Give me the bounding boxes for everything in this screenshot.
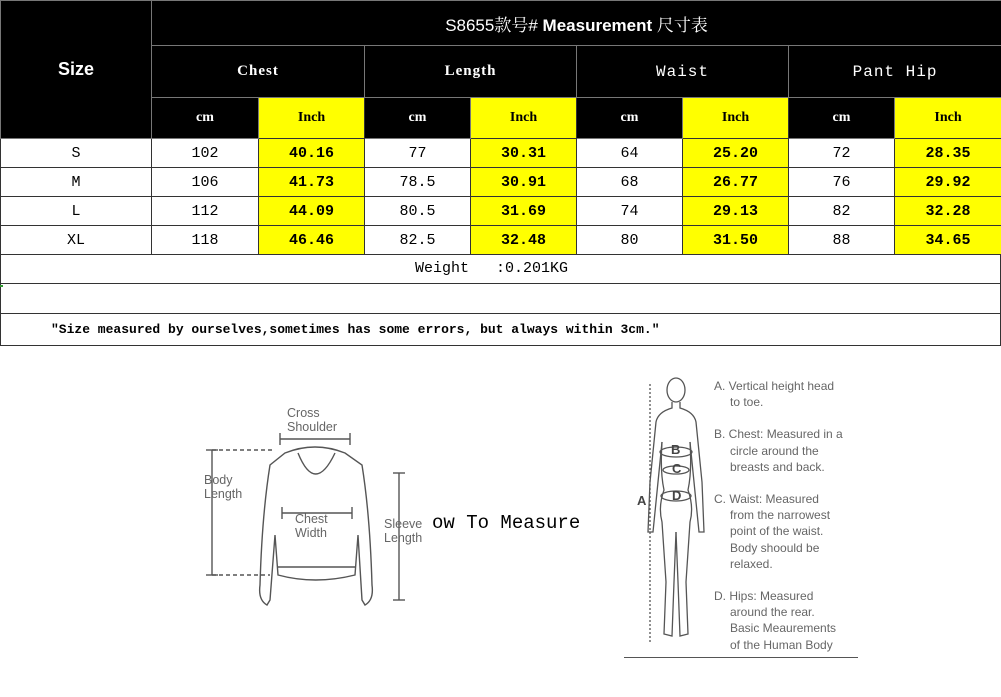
- group-length: Length: [365, 46, 577, 98]
- chest-width-label: Chest Width: [295, 512, 328, 540]
- waist-cm-cell: 64: [577, 139, 683, 168]
- chest-inch-cell: 40.16: [259, 139, 365, 168]
- group-waist: Waist: [577, 46, 789, 98]
- size-header: Size: [1, 1, 152, 139]
- unit-inch: Inch: [259, 98, 365, 139]
- marker-c: C: [672, 461, 682, 476]
- body-length-label: Body Length: [204, 473, 243, 501]
- chest-cm-cell: 112: [152, 197, 259, 226]
- weight-row: [0, 255, 1001, 284]
- waist-inch-cell: 31.50: [683, 226, 789, 255]
- hip-cm-cell: 82: [789, 197, 895, 226]
- hip-cm-cell: 76: [789, 168, 895, 197]
- chest-inch-cell: 46.46: [259, 226, 365, 255]
- length-cm-cell: 77: [365, 139, 471, 168]
- waist-inch-cell: 26.77: [683, 168, 789, 197]
- blank-row: [0, 284, 1001, 313]
- unit-cm: cm: [577, 98, 683, 139]
- waist-cm-cell: 80: [577, 226, 683, 255]
- size-chart-table: [0, 0, 1001, 255]
- unit-inch: Inch: [895, 98, 1001, 139]
- waist-cm-cell: 68: [577, 168, 683, 197]
- length-cm-cell: 82.5: [365, 226, 471, 255]
- hip-inch-cell: 34.65: [895, 226, 1001, 255]
- waist-inch-cell: 29.13: [683, 197, 789, 226]
- length-cm-cell: 80.5: [365, 197, 471, 226]
- weight-text: Weight :0.201KG: [415, 260, 569, 277]
- waist-inch-cell: 25.20: [683, 139, 789, 168]
- marker-d: D: [672, 488, 682, 503]
- marker-b: B: [671, 442, 681, 457]
- length-inch-cell: 31.69: [471, 197, 577, 226]
- note-row: [0, 313, 1001, 346]
- marker-a: A: [637, 493, 647, 508]
- hip-inch-cell: 29.92: [895, 168, 1001, 197]
- table-row: [1, 168, 1001, 197]
- chest-inch-cell: 41.73: [259, 168, 365, 197]
- hip-cm-cell: 72: [789, 139, 895, 168]
- step-d: D. Hips: Measured around the rear. Basic Meaurements of the Human Body: [714, 589, 837, 652]
- chest-inch-cell: 44.09: [259, 197, 365, 226]
- sleeve-length-label: Sleeve Length: [384, 517, 423, 545]
- step-c: C. Waist: Measured from the narrowest point of the waist. Body shoould be relaxed.: [714, 492, 831, 571]
- unit-cm: cm: [152, 98, 259, 139]
- body-figure-icon: [620, 372, 720, 662]
- table-row: [1, 139, 1001, 168]
- chest-cm-cell: 106: [152, 168, 259, 197]
- cross-shoulder-label: Cross Shoulder: [287, 406, 338, 434]
- group-chest: Chest: [152, 46, 365, 98]
- waist-cm-cell: 74: [577, 197, 683, 226]
- hip-inch-cell: 28.35: [895, 139, 1001, 168]
- step-b: B. Chest: Measured in a circle around the breasts and back.: [714, 427, 843, 474]
- size-cell: M: [1, 168, 152, 197]
- marker: [0, 285, 3, 287]
- table-row: [1, 226, 1001, 255]
- step-a: A. Vertical height head to toe.: [714, 379, 835, 410]
- size-cell: XL: [1, 226, 152, 255]
- divider: [624, 657, 858, 658]
- unit-inch: Inch: [471, 98, 577, 139]
- hip-inch-cell: 32.28: [895, 197, 1001, 226]
- hip-cm-cell: 88: [789, 226, 895, 255]
- unit-cm: cm: [789, 98, 895, 139]
- table-row: [1, 197, 1001, 226]
- length-inch-cell: 30.91: [471, 168, 577, 197]
- chest-cm-cell: 118: [152, 226, 259, 255]
- chart-title: S8655款号# Measurement 尺寸表: [152, 1, 1001, 46]
- length-inch-cell: 30.31: [471, 139, 577, 168]
- measurement-note: "Size measured by ourselves,sometimes has some errors, but always within 3cm.": [51, 322, 660, 337]
- size-cell: S: [1, 139, 152, 168]
- how-to-measure-heading: ow To Measure: [432, 512, 581, 534]
- unit-inch: Inch: [683, 98, 789, 139]
- group-pant-hip: Pant Hip: [789, 46, 1001, 98]
- length-inch-cell: 32.48: [471, 226, 577, 255]
- size-cell: L: [1, 197, 152, 226]
- unit-cm: cm: [365, 98, 471, 139]
- measure-steps: [714, 378, 874, 669]
- chest-cm-cell: 102: [152, 139, 259, 168]
- length-cm-cell: 78.5: [365, 168, 471, 197]
